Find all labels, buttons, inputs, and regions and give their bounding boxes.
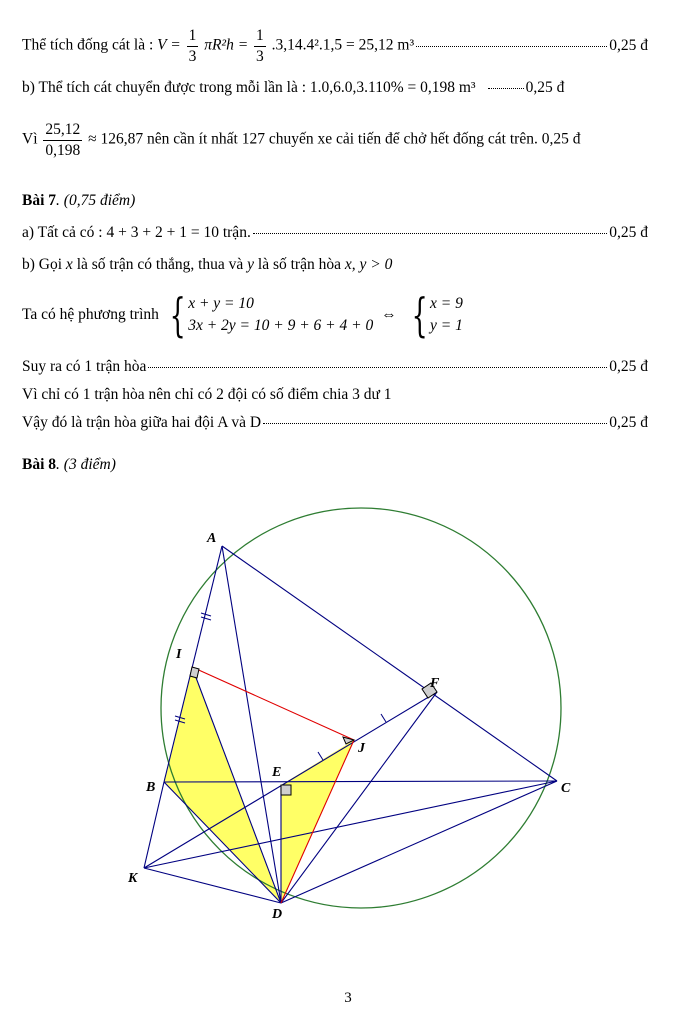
triangle-ibd (164, 667, 281, 903)
right-angle-e (281, 785, 291, 795)
volume-text: Thể tích đống cát là : (22, 36, 158, 54)
label-d: D (272, 907, 283, 922)
fraction-one-third: $\frac{1}{3}$ (188, 27, 197, 65)
system-text: Ta có hệ phương trình (22, 306, 159, 323)
solution-1: x = 9 (430, 295, 463, 312)
total-text: a) Tất cả có : (22, 224, 107, 241)
solution-2: y = 1 (430, 317, 463, 334)
draw-text: Suy ra có 1 trận hòa (22, 358, 147, 375)
label-f: F (430, 676, 440, 691)
volume-math-a: V = (157, 36, 185, 54)
total-math: 4 + 3 + 2 + 1 = 10 (106, 224, 219, 241)
label-i: I (176, 647, 182, 662)
left-brace-icon: { (169, 288, 186, 342)
equation-1: x + y = 10 (188, 295, 254, 312)
trips-math: ≈ 126,87 (88, 130, 144, 148)
total-text-2: trận. (222, 224, 251, 241)
score: 0,25 đ (609, 358, 648, 375)
left-brace-icon: { (411, 288, 428, 342)
section-points: . (0,75 điểm) (56, 192, 136, 209)
trips-text: nên cần ít nhất 127 chuyến xe cải tiến để chở hết đống cát trên. 0,25 đ (147, 130, 581, 148)
section-points: . (3 điểm) (56, 456, 116, 473)
volume-math-c: .3,14.4².1,5 = 25,12 m³ (271, 36, 415, 54)
equivalence-arrow: ⇔ (381, 306, 397, 323)
score: 0,25 đ (609, 36, 648, 54)
volume-math-b: πR²h = (204, 36, 253, 54)
score: 0,25 đ (525, 79, 565, 96)
trips-prefix: Vì (22, 130, 42, 148)
var-text-2: là số trận có thắng, thua và (72, 256, 248, 273)
var-x: x (65, 256, 73, 273)
equation-2: 3x + 2y = 10 + 9 + 6 + 4 + 0 (188, 317, 374, 334)
var-text-3: là số trận hòa (254, 256, 345, 273)
label-c: C (561, 781, 571, 796)
label-j: J (358, 741, 365, 756)
right-angle-i (190, 667, 199, 678)
fraction-trips: $\frac{25,12}{0,198}$ (45, 121, 81, 159)
transport-math: 1.0,6.0,3.110% = 0,198 m³ (309, 79, 476, 96)
fraction-one-third-2: $\frac{1}{3}$ (256, 27, 264, 65)
circumcircle (161, 508, 561, 908)
var-condition: x, y > 0 (344, 256, 393, 273)
page-number: 3 (344, 990, 352, 1006)
label-k: K (128, 871, 138, 886)
label-b: B (146, 780, 156, 795)
segment-ac (222, 546, 557, 781)
section-title: Bài 8 (22, 456, 57, 473)
label-a: A (207, 531, 217, 546)
conclusion-text: Vậy đó là trận hòa giữa hai đội A và D (22, 414, 262, 431)
segment-ij (192, 667, 354, 740)
var-y: y (247, 256, 255, 273)
score: 0,25 đ (609, 414, 648, 431)
score: 0,25 đ (609, 224, 648, 241)
label-e: E (272, 765, 282, 780)
remainder-text: Vì chỉ có 1 trận hòa nên chỉ có 2 đội có số điểm chia 3 dư 1 (22, 386, 392, 403)
section-title: Bài 7 (22, 192, 57, 209)
transport-text: b) Thể tích cát chuyển được trong mỗi lần là : (22, 79, 310, 96)
var-text-1: b) Gọi (22, 256, 66, 273)
